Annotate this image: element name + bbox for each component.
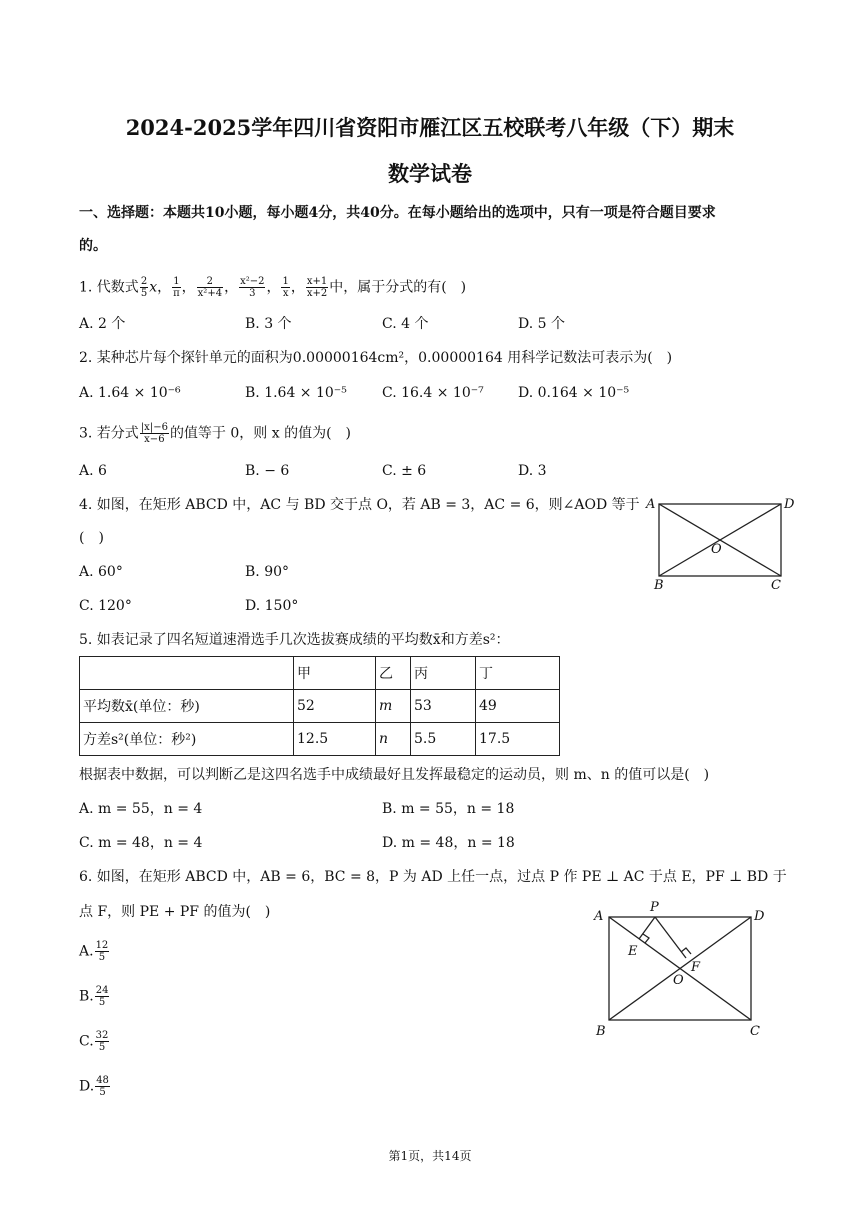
q6-b-denominator: 5 [98, 997, 106, 1008]
q6-segment-pe [639, 917, 655, 939]
q5-option-d: D. m = 48，n = 18 [382, 835, 515, 851]
question-1: 1. 代数式 $\frac{2}{5}$ x， $\frac{1}{\pi}$ ， $\frac{2}{\text{x²+4}}$ ， $\frac{\text{x²−2}}{3}$ ， $\frac{1}{x}$ ， $\frac{x+1}{x+2}$ 中，属于分式的有( ) [79, 276, 467, 299]
q4-label-b: B [654, 578, 664, 593]
q5-stats-table [79, 656, 560, 756]
table-row [80, 690, 560, 723]
section-heading-cont: 的。 [79, 238, 107, 254]
q6-label-d: D [754, 909, 765, 924]
table-cell: n [376, 723, 411, 756]
table-cell: m [376, 690, 411, 723]
question-5: 5. 如表记录了四名短道速滑选手几次选拔赛成绩的平均数x̄和方差s²： [79, 632, 510, 648]
q6-option-a [79, 940, 110, 963]
question-4: 4. 如图，在矩形 ABCD 中，AC 与 BD 交于点 O，若 AB = 3，AC = 6，则∠AOD 等于 [79, 497, 640, 513]
q6-d-denominator: 5 [99, 1087, 106, 1098]
q1-expr-5: $\frac{1}{x}$ [282, 276, 289, 299]
q6-b-numerator: 24 [95, 985, 109, 996]
q3-fraction [140, 422, 169, 445]
q4-option-b: B. 90° [245, 564, 290, 580]
table-cell: 丙 [411, 657, 476, 690]
q1-option-a: A. 2 个 [79, 316, 126, 332]
q1-option-b: B. 3 个 [245, 316, 292, 332]
q6-option-c [79, 1030, 110, 1053]
exam-title-line1: 2024-2025学年四川省资阳市雁江区五校联考八年级（下）期末 [125, 115, 735, 140]
q3-numerator: |x|−6 [140, 422, 168, 433]
q6-label-o: O [673, 973, 684, 988]
q4-option-d: D. 150° [245, 598, 299, 614]
q4-label-o: O [711, 542, 722, 557]
q1-expr-2: $\frac{1}{\pi}$ [173, 276, 180, 299]
q4-option-a: A. 60° [79, 564, 123, 580]
q6-label-c: C [750, 1024, 760, 1038]
q5-option-a: A. m = 55，n = 4 [79, 801, 203, 817]
table-cell: 5.5 [411, 723, 476, 756]
q6-label-f: F [691, 960, 701, 975]
q4-rectangle-figure [640, 492, 800, 596]
q3-option-d: D. 3 [518, 463, 547, 479]
table-cell: 乙 [376, 657, 411, 690]
question-2: 2. 某种芯片每个探针单元的面积为0.00000164cm²，0.00000164 用科学记数法可表示为( ) [79, 350, 673, 366]
q1-option-c: C. 4 个 [382, 316, 429, 332]
section-heading: 一、选择题：本题共10小题，每小题4分，共40分。在每小题给出的选项中，只有一项是符合题目要求 [79, 205, 716, 221]
q6-a-numerator: 12 [95, 940, 109, 951]
q6-option-label: D. [79, 1078, 95, 1095]
q5-option-c: C. m = 48，n = 4 [79, 835, 203, 851]
question-4-cont: ( ) [79, 530, 104, 546]
q3-suffix: 的值等于 0，则 x 的值为( ) [169, 425, 352, 442]
q6-option-label: A. [79, 943, 94, 960]
table-row [80, 657, 560, 690]
question-6-cont: 点 F，则 PE + PF 的值为( ) [79, 904, 271, 920]
q4-label-c: C [771, 578, 781, 593]
q3-option-c: C. ± 6 [382, 463, 427, 479]
exam-title-line2: 数学试卷 [388, 161, 472, 186]
table-cell: 49 [476, 690, 560, 723]
q1-expr-6: $\frac{x+1}{x+2}$ [306, 276, 328, 299]
table-cell: 平均数x̄(单位：秒) [80, 690, 294, 723]
q6-option-d [79, 1075, 111, 1098]
q3-option-a: A. 6 [79, 463, 107, 479]
q2-option-c: C. 16.4 × 10⁻⁷ [382, 385, 484, 401]
q6-d-numerator: 48 [96, 1075, 109, 1086]
table-row [80, 723, 560, 756]
q6-c-denominator: 5 [98, 1042, 106, 1053]
q1-suffix: 中，属于分式的有( ) [329, 279, 467, 296]
q5-statement: 根据表中数据，可以判断乙是这四名选手中成绩最好且发挥最稳定的运动员，则 m、n 的值可以是( ) [79, 767, 710, 783]
question-3 [79, 422, 351, 445]
q1-expr-1: $\frac{2}{5}$ [140, 276, 148, 299]
q3-prefix: 3. 若分式 [79, 425, 139, 442]
q6-option-label: B. [79, 988, 94, 1005]
q4-label-a: A [646, 497, 656, 512]
q2-option-d: D. 0.164 × 10⁻⁵ [518, 385, 630, 401]
q1-option-d: D. 5 个 [518, 316, 565, 332]
page-footer: 第1页，共14页 [388, 1149, 472, 1163]
table-cell: 方差s²(单位：秒²) [80, 723, 294, 756]
q6-option-label: C. [79, 1033, 94, 1050]
q6-c-numerator: 32 [95, 1030, 109, 1041]
q6-label-p: P [650, 900, 659, 915]
question-6: 6. 如图，在矩形 ABCD 中，AB = 6，BC = 8，P 为 AD 上任一点，过点 P 作 PE ⊥ AC 于点 E，PF ⊥ BD 于 [79, 869, 787, 885]
table-cell: 丁 [476, 657, 560, 690]
q6-label-e: E [628, 944, 638, 959]
table-cell: 甲 [294, 657, 376, 690]
q3-option-b: B. − 6 [245, 463, 290, 479]
q4-label-d: D [784, 497, 795, 512]
q4-option-c: C. 120° [79, 598, 132, 614]
q2-option-b: B. 1.64 × 10⁻⁵ [245, 385, 347, 401]
q1-expr-3: $\frac{2}{\text{x²+4}}$ [197, 276, 223, 299]
q5-option-b: B. m = 55，n = 18 [382, 801, 515, 817]
table-cell: 12.5 [294, 723, 376, 756]
q6-rectangle-figure [588, 896, 778, 1038]
q6-option-b [79, 985, 110, 1008]
q1-prefix: 1. 代数式 [79, 279, 139, 296]
table-cell: 17.5 [476, 723, 560, 756]
q2-option-a: A. 1.64 × 10⁻⁶ [79, 385, 181, 401]
q6-label-a: A [594, 909, 604, 924]
table-cell: 52 [294, 690, 376, 723]
table-cell: 53 [411, 690, 476, 723]
q6-label-b: B [596, 1024, 606, 1038]
q1-expr-4: $\frac{\text{x²−2}}{3}$ [240, 276, 265, 299]
q3-denominator: x−6 [144, 434, 165, 445]
q6-a-denominator: 5 [98, 952, 106, 963]
table-cell [80, 657, 294, 690]
